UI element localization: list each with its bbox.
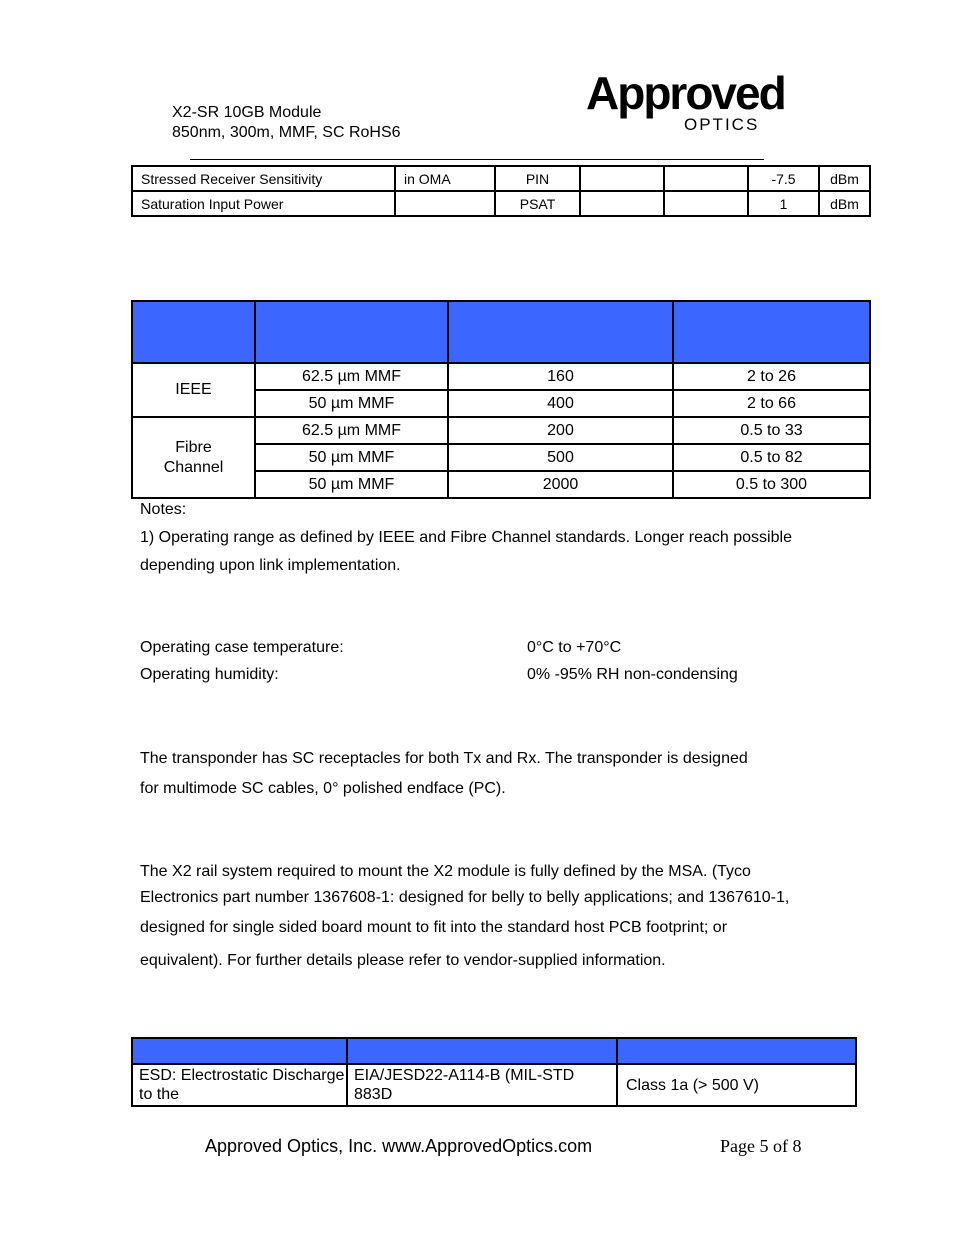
note-text-line1: 1) Operating range as defined by IEEE and Fibre Channel standards. Longer reach possible	[140, 529, 792, 546]
table-cell: 50 µm MMF	[255, 390, 448, 417]
rail-text-line3: designed for single sided board mount to fit into the standard host PCB footprint; or	[140, 919, 728, 936]
header-rule	[190, 159, 764, 160]
table-row	[132, 191, 870, 216]
rail-text-line4: equivalent). For further details please refer to vendor-supplied information.	[140, 952, 666, 969]
table-cell: 500	[448, 444, 673, 471]
doc-title-line1: X2-SR 10GB Module	[172, 104, 322, 121]
table-cell: 2 to 26	[673, 363, 870, 390]
connector-text-line2: for multimode SC cables, 0° polished endface (PC).	[140, 780, 506, 797]
doc-title-line2: 850nm, 300m, MMF, SC RoHS6	[172, 124, 401, 141]
logo-text: Approved	[586, 67, 785, 119]
table-cell: 160	[448, 363, 673, 390]
table-row	[132, 363, 870, 390]
table-cell: 200	[448, 417, 673, 444]
company-logo	[586, 64, 786, 140]
table-header-row	[132, 301, 870, 363]
table-cell: 0.5 to 33	[673, 417, 870, 444]
table-header-cell	[132, 301, 255, 363]
footer-company: Approved Optics, Inc. www.ApprovedOptics.com	[205, 1136, 593, 1156]
notes-label: Notes:	[140, 501, 187, 518]
table-cell: Class 1a (> 500 V)	[617, 1064, 856, 1106]
note-text-line2: depending upon link implementation.	[140, 557, 401, 574]
table-cell	[664, 166, 748, 191]
table-cell: -7.5	[748, 166, 819, 191]
table-cell: EIA/JESD22-A114-B (MIL-STD 883D	[347, 1064, 617, 1106]
table-row	[132, 417, 870, 444]
table-cell: Saturation Input Power	[132, 191, 395, 216]
table-header-cell	[347, 1038, 617, 1064]
logo-subtext: OPTICS	[684, 115, 760, 134]
receiver-specs-table	[131, 165, 871, 217]
table-cell: PIN	[495, 166, 580, 191]
table-cell: ESD: Electrostatic Discharge to the	[132, 1064, 347, 1106]
operating-range-table	[131, 300, 871, 499]
table-header-row	[132, 1038, 856, 1064]
table-cell: 1	[748, 191, 819, 216]
table-cell: 0.5 to 300	[673, 471, 870, 498]
standard-cell: Fibre Channel	[132, 417, 255, 498]
table-row	[132, 1064, 856, 1106]
table-cell: 62.5 µm MMF	[255, 363, 448, 390]
table-cell: 2 to 66	[673, 390, 870, 417]
table-cell	[580, 166, 664, 191]
table-cell: 0.5 to 82	[673, 444, 870, 471]
table-cell: in OMA	[395, 166, 495, 191]
rail-text-line1: The X2 rail system required to mount the X2 module is fully defined by the MSA. (Tyco	[140, 863, 751, 880]
table-header-cell	[617, 1038, 856, 1064]
table-cell: Stressed Receiver Sensitivity	[132, 166, 395, 191]
table-cell: 62.5 µm MMF	[255, 417, 448, 444]
temperature-label: Operating case temperature:	[140, 639, 344, 656]
table-row	[132, 166, 870, 191]
table-cell	[395, 191, 495, 216]
table-cell: 2000	[448, 471, 673, 498]
table-cell: dBm	[819, 191, 870, 216]
table-header-cell	[673, 301, 870, 363]
page-number: Page 5 of 8	[720, 1136, 802, 1156]
esd-table	[131, 1037, 857, 1107]
standard-cell: IEEE	[132, 363, 255, 417]
table-header-cell	[255, 301, 448, 363]
table-cell: dBm	[819, 166, 870, 191]
rail-text-line2: Electronics part number 1367608-1: designed for belly to belly applications; and 1367610-1,	[140, 889, 790, 906]
temperature-value: 0°C to +70°C	[527, 639, 622, 656]
table-cell	[580, 191, 664, 216]
table-cell	[664, 191, 748, 216]
humidity-label: Operating humidity:	[140, 666, 279, 683]
table-cell: 400	[448, 390, 673, 417]
table-header-cell	[448, 301, 673, 363]
connector-text-line1: The transponder has SC receptacles for both Tx and Rx. The transponder is designed	[140, 750, 748, 767]
table-cell: 50 µm MMF	[255, 444, 448, 471]
table-cell: PSAT	[495, 191, 580, 216]
table-header-cell	[132, 1038, 347, 1064]
humidity-value: 0% -95% RH non-condensing	[527, 666, 738, 683]
table-cell: 50 µm MMF	[255, 471, 448, 498]
